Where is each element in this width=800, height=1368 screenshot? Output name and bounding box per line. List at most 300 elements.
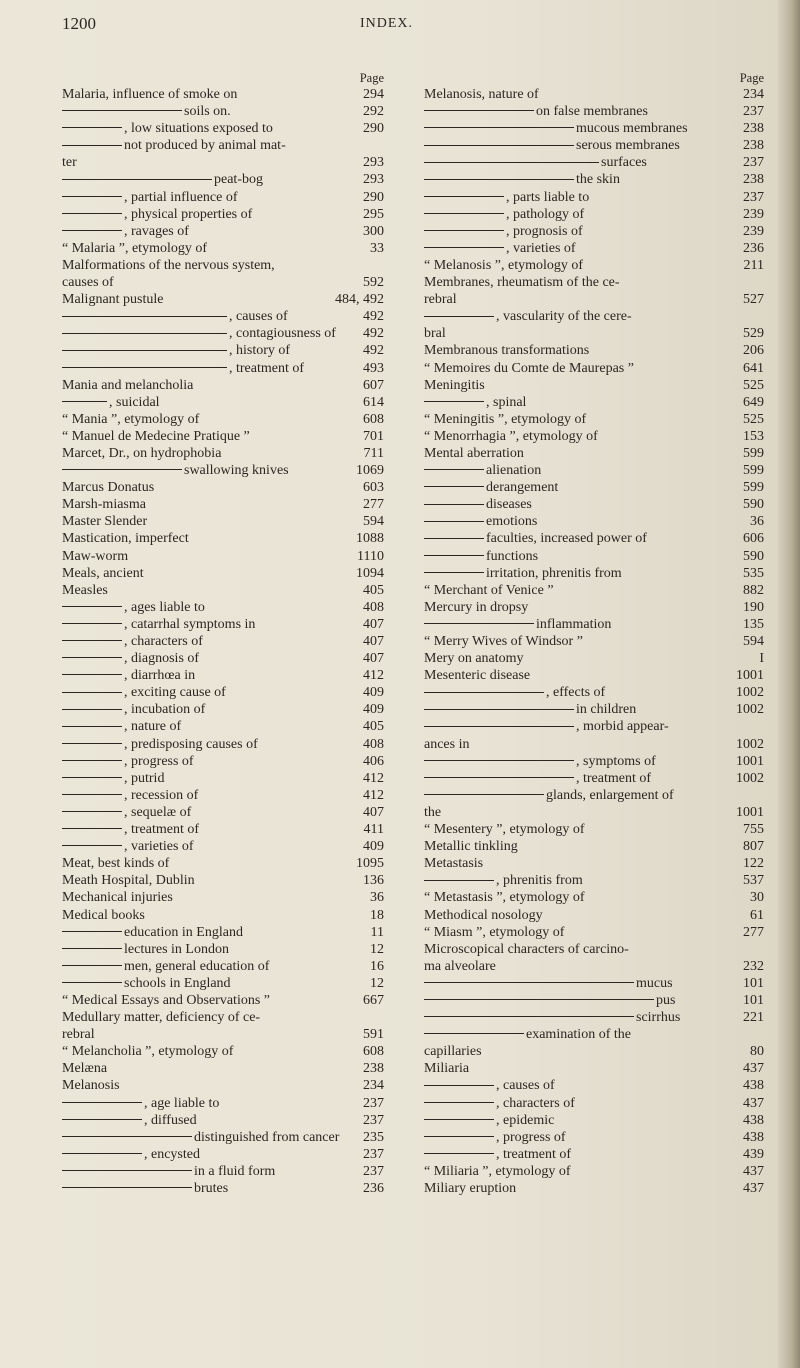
index-entry xyxy=(424,274,764,291)
index-term xyxy=(62,736,258,753)
index-term xyxy=(424,1077,555,1094)
index-entry xyxy=(424,701,764,718)
ditto-rule xyxy=(62,196,122,197)
index-entry xyxy=(62,1180,384,1197)
index-entry xyxy=(62,240,384,257)
index-entry xyxy=(424,684,764,701)
index-entry xyxy=(424,1163,764,1180)
page-reference: 438 xyxy=(743,1078,764,1094)
index-term xyxy=(62,718,181,735)
index-entry xyxy=(424,240,764,257)
index-term xyxy=(424,103,648,120)
index-term xyxy=(424,855,483,872)
index-term-text: Measles xyxy=(62,582,108,598)
index-entry xyxy=(424,342,764,359)
ditto-rule xyxy=(62,1153,142,1154)
page-reference: 592 xyxy=(363,275,384,291)
index-term-text: irritation, phrenitis from xyxy=(486,565,622,581)
index-entry xyxy=(62,496,384,513)
ditto-rule xyxy=(62,333,227,334)
page-reference: 295 xyxy=(363,206,384,222)
index-entry xyxy=(424,1146,764,1163)
index-term-text: ma alveolare xyxy=(424,958,496,974)
index-term xyxy=(424,394,526,411)
index-entry xyxy=(424,462,764,479)
ditto-rule xyxy=(424,469,484,470)
index-entry xyxy=(62,428,384,445)
page-reference: 11 xyxy=(370,924,384,940)
page-reference: 12 xyxy=(370,941,384,957)
index-entry xyxy=(62,684,384,701)
index-term xyxy=(62,633,203,650)
index-term xyxy=(62,223,189,240)
index-entry xyxy=(424,958,764,975)
index-term xyxy=(62,889,173,906)
index-entry xyxy=(62,821,384,838)
index-entry xyxy=(424,872,764,889)
index-term xyxy=(62,308,288,325)
page-reference: 405 xyxy=(363,582,384,598)
ditto-rule xyxy=(424,982,634,983)
index-term-text: “ Melanosis ”, etymology of xyxy=(424,257,584,273)
index-term xyxy=(62,650,199,667)
ditto-rule xyxy=(62,1119,142,1120)
index-entry xyxy=(424,924,764,941)
page-reference: 614 xyxy=(363,394,384,410)
index-entry xyxy=(62,137,384,154)
index-entry xyxy=(424,753,764,770)
index-entry xyxy=(424,1043,764,1060)
page-reference: 408 xyxy=(363,599,384,615)
index-term xyxy=(62,394,160,411)
index-term-text: “ Melancholia ”, etymology of xyxy=(62,1044,234,1060)
index-term xyxy=(62,120,273,137)
page-reference: 211 xyxy=(743,257,764,273)
index-term-text: , causes of xyxy=(496,1078,555,1094)
page-reference: 221 xyxy=(743,1010,764,1026)
index-term-text: Master Slender xyxy=(62,514,148,530)
page-reference: 409 xyxy=(363,702,384,718)
index-entry xyxy=(424,308,764,325)
index-term-text: Malignant pustule xyxy=(62,292,164,308)
index-entry xyxy=(62,1095,384,1112)
index-entry xyxy=(424,992,764,1009)
index-entry xyxy=(62,1009,384,1026)
ditto-rule xyxy=(424,196,504,197)
page-reference: 407 xyxy=(363,651,384,667)
page-edge xyxy=(778,0,800,1368)
page-reference: 493 xyxy=(363,360,384,376)
index-term xyxy=(62,872,195,889)
index-entry xyxy=(62,445,384,462)
page-reference: 277 xyxy=(743,924,764,940)
index-term-text: , causes of xyxy=(229,309,288,325)
page-reference: 437 xyxy=(743,1061,764,1077)
index-term-text: serous membranes xyxy=(576,138,680,154)
page-reference: 1002 xyxy=(736,770,764,786)
page-reference: 412 xyxy=(363,770,384,786)
index-entry xyxy=(424,411,764,428)
index-term-text: derangement xyxy=(486,480,559,496)
index-entry xyxy=(62,599,384,616)
page-reference: 30 xyxy=(750,890,764,906)
index-term-text: Microscopical characters of carcino- xyxy=(424,941,629,957)
page-reference: 232 xyxy=(743,958,764,974)
index-entry xyxy=(424,667,764,684)
index-term xyxy=(62,1129,339,1146)
ditto-rule xyxy=(62,743,122,744)
ditto-rule xyxy=(62,367,227,368)
index-term-text: , diarrhœa in xyxy=(124,668,196,684)
ditto-rule xyxy=(424,1119,494,1120)
ditto-rule xyxy=(424,623,534,624)
index-term xyxy=(62,496,146,513)
index-term xyxy=(424,445,524,462)
page-reference: 1110 xyxy=(357,548,384,564)
ditto-rule xyxy=(424,1153,494,1154)
index-entry xyxy=(62,394,384,411)
page-reference: 12 xyxy=(370,975,384,991)
ditto-rule xyxy=(424,486,484,487)
index-entry xyxy=(424,548,764,565)
index-term-text: “ Meningitis ”, etymology of xyxy=(424,411,587,427)
index-entry xyxy=(62,1163,384,1180)
index-term xyxy=(424,684,605,701)
index-entry xyxy=(424,804,764,821)
index-term xyxy=(424,274,620,291)
index-entry xyxy=(424,736,764,753)
index-entry xyxy=(424,787,764,804)
running-header: INDEX. xyxy=(360,16,414,31)
index-entry xyxy=(62,736,384,753)
index-term xyxy=(424,171,620,188)
page-reference: 1095 xyxy=(356,856,384,872)
ditto-rule xyxy=(62,948,122,949)
index-term xyxy=(424,1095,575,1112)
index-term-text: mucous membranes xyxy=(576,121,688,137)
index-term xyxy=(62,1163,275,1180)
index-term xyxy=(424,530,647,547)
index-term xyxy=(424,496,532,513)
index-term xyxy=(62,855,169,872)
ditto-rule xyxy=(62,726,122,727)
index-term-text: , vascularity of the cere- xyxy=(496,309,632,325)
index-term xyxy=(62,701,205,718)
index-entry xyxy=(424,223,764,240)
index-term xyxy=(62,992,270,1009)
page-reference: 135 xyxy=(743,616,764,632)
index-term xyxy=(62,1026,95,1043)
index-term xyxy=(424,753,656,770)
page-reference: 1094 xyxy=(356,565,384,581)
right-column xyxy=(424,70,764,1197)
index-entry xyxy=(62,889,384,906)
index-term-text: , catarrhal symptoms in xyxy=(124,616,256,632)
index-entry xyxy=(62,804,384,821)
index-term xyxy=(424,701,636,718)
index-entry xyxy=(424,718,764,735)
index-entry xyxy=(424,770,764,787)
index-term xyxy=(62,291,164,308)
index-term xyxy=(424,189,589,206)
ditto-rule xyxy=(62,1187,192,1188)
index-term-text: Membranes, rheumatism of the ce- xyxy=(424,275,620,291)
ditto-rule xyxy=(62,179,212,180)
index-term xyxy=(424,958,496,975)
page-reference: 236 xyxy=(363,1181,384,1196)
ditto-rule xyxy=(424,709,574,710)
index-term xyxy=(424,582,554,599)
index-entry xyxy=(62,1129,384,1146)
index-entry xyxy=(62,1146,384,1163)
left-entries xyxy=(62,86,384,1197)
index-term-text: , varieties of xyxy=(124,839,194,855)
index-term-text: Meningitis xyxy=(424,377,485,393)
ditto-rule xyxy=(62,1170,192,1171)
index-term-text: capillaries xyxy=(424,1044,482,1060)
page-reference: 80 xyxy=(750,1044,764,1060)
index-term-text: , treatment of xyxy=(496,1146,572,1162)
index-term xyxy=(62,530,189,547)
index-term xyxy=(62,411,199,428)
index-term xyxy=(424,736,469,753)
page-reference: 599 xyxy=(743,445,764,461)
index-term-text: , diffused xyxy=(144,1112,197,1128)
page-reference: 608 xyxy=(363,1044,384,1060)
ditto-rule xyxy=(62,931,122,932)
index-entry xyxy=(424,1026,764,1043)
index-entry xyxy=(424,565,764,582)
index-term xyxy=(62,445,221,462)
page-reference: 591 xyxy=(363,1027,384,1043)
index-term xyxy=(62,1146,200,1163)
index-term-text: , treatment of xyxy=(124,822,200,838)
page-reference: 18 xyxy=(370,907,384,923)
index-term xyxy=(62,599,205,616)
index-entry xyxy=(62,941,384,958)
page-reference: 1001 xyxy=(736,804,764,820)
index-term xyxy=(62,958,269,975)
index-term xyxy=(424,291,457,308)
index-term-text: “ Medical Essays and Observations ” xyxy=(62,992,270,1008)
index-term xyxy=(424,325,446,342)
page-reference: 206 xyxy=(743,343,764,359)
page-reference: 437 xyxy=(743,1181,764,1196)
ditto-rule xyxy=(424,538,484,539)
index-term xyxy=(424,804,441,821)
index-term-text: Malformations of the nervous system, xyxy=(62,257,275,273)
index-entry xyxy=(62,1112,384,1129)
page-reference: 122 xyxy=(743,856,764,872)
ditto-rule xyxy=(62,145,122,146)
index-term xyxy=(424,565,622,582)
ditto-rule xyxy=(424,1016,634,1017)
page-reference: 492 xyxy=(363,343,384,359)
index-entry xyxy=(424,1112,764,1129)
index-term-text: Mery on anatomy xyxy=(424,651,524,667)
index-term-text: causes of xyxy=(62,275,114,291)
index-entry xyxy=(424,907,764,924)
index-entry xyxy=(62,325,384,342)
index-term xyxy=(424,1163,571,1180)
index-term-text: “ Memoires du Comte de Maurepas ” xyxy=(424,360,634,376)
ditto-rule xyxy=(62,606,122,607)
page-reference: 290 xyxy=(363,189,384,205)
index-term-text: ter xyxy=(62,155,77,171)
index-entry xyxy=(62,1026,384,1043)
ditto-rule xyxy=(424,504,484,505)
index-term-text: Marsh-miasma xyxy=(62,497,146,513)
index-term-text: inflammation xyxy=(536,616,612,632)
index-term-text: , predisposing causes of xyxy=(124,736,258,752)
index-entry xyxy=(62,513,384,530)
index-term xyxy=(62,1009,260,1026)
page-reference: 238 xyxy=(743,121,764,137)
ditto-rule xyxy=(424,1136,494,1137)
index-entry xyxy=(62,787,384,804)
index-term xyxy=(62,787,198,804)
index-entry xyxy=(424,445,764,462)
ditto-rule xyxy=(62,1136,192,1137)
page-reference: 412 xyxy=(363,668,384,684)
index-term xyxy=(424,240,576,257)
index-entry xyxy=(62,667,384,684)
page-reference: 603 xyxy=(363,480,384,496)
index-entry xyxy=(62,872,384,889)
ditto-rule xyxy=(62,640,122,641)
index-term-text: Melanosis xyxy=(62,1078,120,1094)
index-term-text: Miliaria xyxy=(424,1061,470,1077)
index-term-text: Meath Hospital, Dublin xyxy=(62,873,195,889)
index-term-text: , ages liable to xyxy=(124,599,205,615)
index-entry xyxy=(424,394,764,411)
index-entry xyxy=(62,530,384,547)
index-term-text: Medical books xyxy=(62,907,145,923)
index-term xyxy=(424,479,558,496)
index-term xyxy=(62,1077,120,1094)
index-term-text: , treatment of xyxy=(229,360,305,376)
index-term xyxy=(424,616,611,633)
index-term-text: , epidemic xyxy=(496,1112,555,1128)
page-reference: 405 xyxy=(363,719,384,735)
index-term xyxy=(424,1112,554,1129)
index-term xyxy=(62,565,144,582)
page-reference: 238 xyxy=(743,138,764,154)
page-reference: 1001 xyxy=(736,753,764,769)
ditto-rule xyxy=(424,760,574,761)
index-entry xyxy=(62,103,384,120)
ditto-rule xyxy=(424,999,654,1000)
ditto-rule xyxy=(424,692,544,693)
ditto-rule xyxy=(62,692,122,693)
page-reference: 406 xyxy=(363,753,384,769)
page-reference: 234 xyxy=(743,87,764,102)
page-reference: 136 xyxy=(363,873,384,889)
index-entry xyxy=(424,154,764,171)
left-column xyxy=(62,70,384,1197)
index-term xyxy=(424,975,673,992)
index-entry xyxy=(424,86,764,103)
index-term xyxy=(424,924,564,941)
index-term xyxy=(424,1060,469,1077)
page-reference: 1002 xyxy=(736,702,764,718)
index-term xyxy=(62,548,128,565)
index-term xyxy=(424,86,539,103)
index-term-text: Mental aberration xyxy=(424,445,524,461)
index-entry xyxy=(62,565,384,582)
index-term-text: , parts liable to xyxy=(506,189,590,205)
index-entry xyxy=(62,274,384,291)
index-term-text: lectures in London xyxy=(124,941,229,957)
index-entry xyxy=(62,650,384,667)
page-reference: 525 xyxy=(743,377,764,393)
page-reference: 36 xyxy=(370,890,384,906)
index-entry xyxy=(424,1095,764,1112)
index-term-text: soils on. xyxy=(184,104,231,120)
page-reference: 527 xyxy=(743,292,764,308)
page-reference: 607 xyxy=(363,377,384,393)
index-term xyxy=(424,462,541,479)
index-term xyxy=(424,941,629,958)
ditto-rule xyxy=(424,1102,494,1103)
ditto-rule xyxy=(424,572,484,573)
ditto-rule xyxy=(424,726,574,727)
index-term-text: , incubation of xyxy=(124,702,206,718)
index-entry xyxy=(424,428,764,445)
index-term-text: Maw-worm xyxy=(62,548,129,564)
ditto-rule xyxy=(62,777,122,778)
index-term xyxy=(62,360,304,377)
page-reference: 237 xyxy=(743,189,764,205)
ditto-rule xyxy=(424,880,494,881)
index-term-text: , spinal xyxy=(486,394,527,410)
ditto-rule xyxy=(62,674,122,675)
index-term-text: glands, enlargement of xyxy=(546,787,674,803)
page-reference: 525 xyxy=(743,411,764,427)
index-entry xyxy=(424,530,764,547)
index-term-text: , diagnosis of xyxy=(124,651,200,667)
page-reference: 407 xyxy=(363,634,384,649)
index-term-text: , contagiousness of xyxy=(229,326,336,342)
index-term xyxy=(62,257,275,274)
index-entry xyxy=(62,120,384,137)
ditto-rule xyxy=(424,1085,494,1086)
index-entry xyxy=(424,189,764,206)
index-term xyxy=(424,223,583,240)
index-entry xyxy=(424,137,764,154)
page-reference: 292 xyxy=(363,104,384,120)
index-term-text: , history of xyxy=(229,343,291,359)
ditto-rule xyxy=(424,230,504,231)
index-term xyxy=(424,548,538,565)
page-reference: 239 xyxy=(743,223,764,239)
ditto-rule xyxy=(62,213,122,214)
index-term-text: “ Merry Wives of Windsor ” xyxy=(424,634,583,649)
index-term xyxy=(62,582,108,599)
ditto-rule xyxy=(62,623,122,624)
index-term-text: , characters of xyxy=(496,1095,575,1111)
index-term-text: Marcet, Dr., on hydrophobia xyxy=(62,445,222,461)
ditto-rule xyxy=(424,316,494,317)
ditto-rule xyxy=(62,350,227,351)
ditto-rule xyxy=(62,316,227,317)
index-term-text: , exciting cause of xyxy=(124,685,226,701)
page-reference: 608 xyxy=(363,411,384,427)
index-term xyxy=(62,462,289,479)
page-number: 1200 xyxy=(62,14,96,33)
index-term xyxy=(424,1026,631,1043)
page-reference: 439 xyxy=(743,1146,764,1162)
